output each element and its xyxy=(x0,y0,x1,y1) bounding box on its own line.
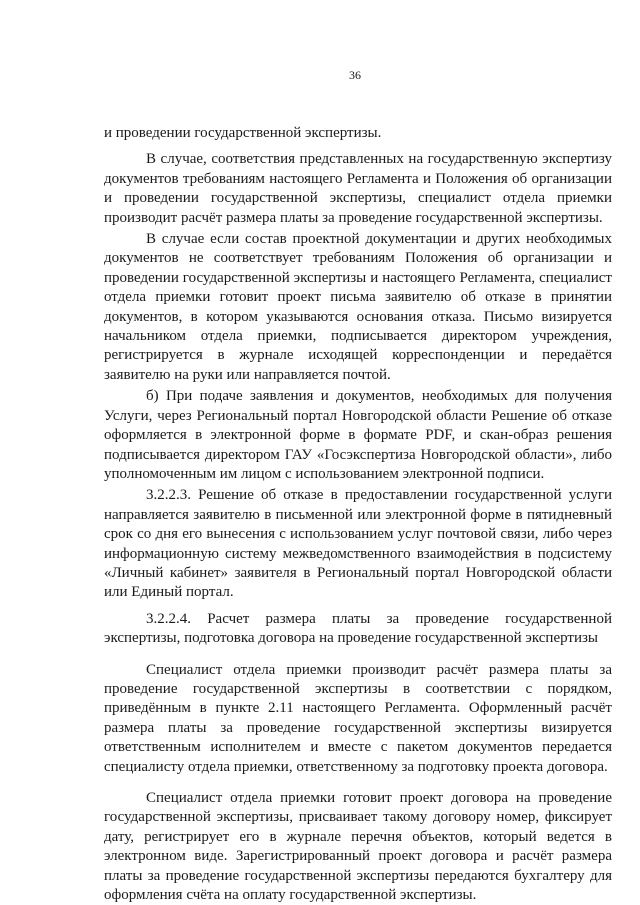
paragraph-contract-preparation: Специалист отдела приемки готовит проект договора на проведение государственной экспертизы, присваивает такому договору номер, фиксирует дату, регистрирует его в журнале перечня объектов, который ведется в электронном виде. Зарегистрированный проект договора и расчёт размера платы за проведение государственной экспертизы передаются бухгалтеру для оформления счёта на оплату государственной экспертизы. xyxy=(104,790,612,904)
document-body xyxy=(104,124,612,905)
page-number: 36 xyxy=(349,68,361,82)
paragraph-rejection-case: В случае если состав проектной документации и других необходимых документов не соответствует требованиям Положения об организации и проведении государственной экспертизы и настоящего Регламента, специалист отдела приемки готовит проект письма заявителю об отказе в принятии документов, в котором указываются основания отказа. Письмо визируется начальником отдела приемки, подписывается директором учреждения, регистрируется в журнале исходящей корреспонденции и передаётся заявителю на руки или направляется почтой. xyxy=(104,231,612,383)
paragraph-electronic-rejection: б) При подаче заявления и документов, необходимых для получения Услуги, через Региональный портал Новгородской области Решение об отказе оформляется в электронной форме в формате PDF, и скан-образ решения подписывается директором ГАУ «Госэкспертиза Новгородской области», либо уполномоченным им лицом с использованием электронной подписи. xyxy=(104,388,612,482)
paragraph-continuation: и проведении государственной экспертизы. xyxy=(104,125,382,141)
section-heading-3-2-2-4: 3.2.2.4. Расчет размера платы за проведение государственной экспертизы, подготовка договора на проведение государственной экспертизы xyxy=(104,610,612,647)
paragraph-3-2-2-3: 3.2.2.3. Решение об отказе в предоставлении государственной услуги направляется заявителю в письменной или электронной форме в пятидневный срок со дня его вынесения с использованием услуг почтовой связи, либо через информационную систему межведомственного взаимодействия в подсистему «Личный кабинет» заявителя в Региональный портал Новгородской области или Единый портал. xyxy=(104,487,612,601)
paragraph-approval-case: В случае, соответствия представленных на государственную экспертизу документов требованиям настоящего Регламента и Положения об организации и проведении государственной экспертизы, специалист отдела приемки производит расчёт размера платы за проведение государственной экспертизы. xyxy=(104,151,612,226)
paragraph-fee-calculation: Специалист отдела приемки производит расчёт размера платы за проведение государственной экспертизы в соответствии с порядком, приведённым в пункте 2.11 настоящего Регламента. Оформленный расчёт размера платы за проведение государственной экспертизы визируется ответственным исполнителем и вместе с пакетом документов передается специалисту отдела приемки, ответственному за подготовку проекта договора. xyxy=(104,661,612,775)
